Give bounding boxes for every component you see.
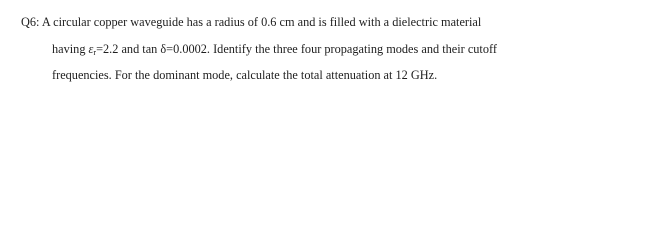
question-text-line-1: A circular copper waveguide has a radius of 0.6 cm and is filled with a dielectric material (41, 15, 482, 29)
question-text-line-2-end: =2.2 and tan δ=0.0002. Identify the three four propagating modes and their cutoff (96, 42, 497, 56)
question-line-2 (52, 42, 497, 60)
question-line-3 (52, 68, 437, 82)
epsilon-subscript: r (93, 48, 97, 57)
epsilon-symbol: ε (88, 42, 94, 56)
question-text-line-2-start: having (52, 42, 89, 56)
question-line-1 (21, 15, 481, 29)
question-text-line-3: frequencies. For the dominant mode, calculate the total attenuation at 12 GHz. (52, 68, 438, 82)
question-number: Q6: (21, 15, 40, 29)
